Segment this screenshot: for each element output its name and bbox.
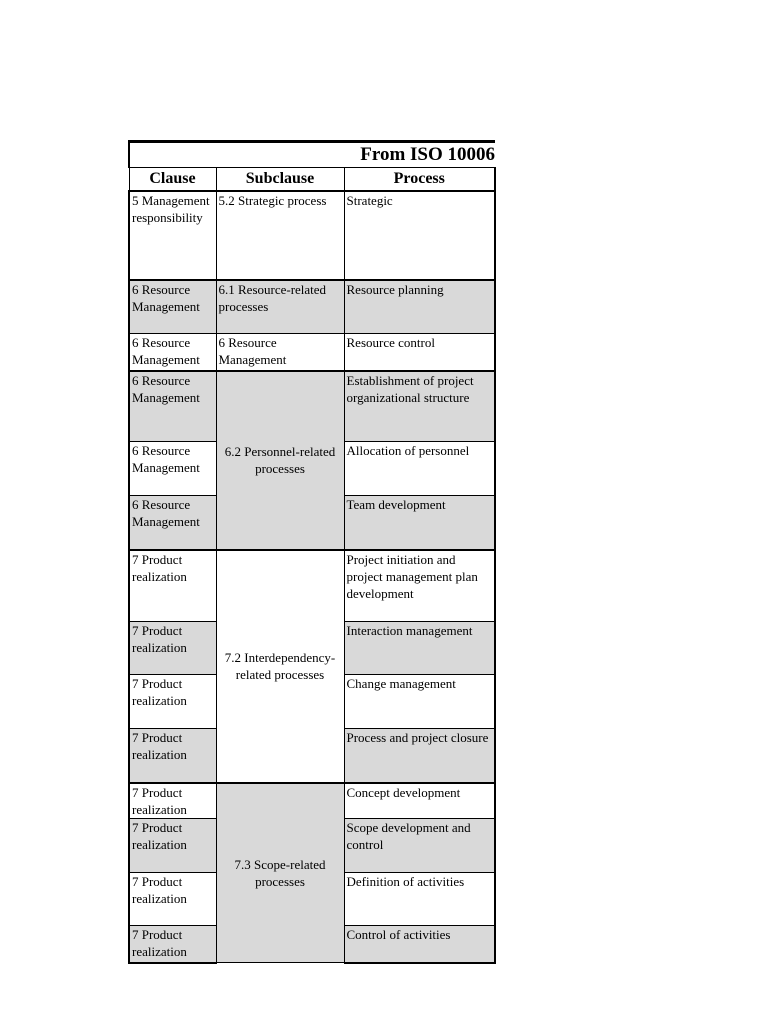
table-row	[129, 280, 495, 334]
table-row	[129, 334, 495, 371]
clause-cell: 7 Product realization	[129, 873, 216, 926]
clause-cell: 7 Product realization	[129, 729, 216, 783]
clause-cell: 7 Product realization	[129, 622, 216, 675]
clause-cell: 7 Product realization	[129, 675, 216, 729]
header-clause: Clause	[129, 168, 216, 191]
process-cell: Scope development and control	[344, 819, 495, 873]
process-cell: Resource control	[344, 334, 495, 371]
process-cell: Concept development	[344, 783, 495, 819]
process-cell: Change management	[344, 675, 495, 729]
clause-cell: 5 Management responsibility	[129, 191, 216, 280]
subclause-cell: 6.1 Resource-related processes	[216, 280, 344, 334]
clause-cell: 6 Resource Management	[129, 371, 216, 442]
process-cell: Interaction management	[344, 622, 495, 675]
clause-cell: 6 Resource Management	[129, 334, 216, 371]
table-row	[129, 550, 495, 622]
process-cell: Control of activities	[344, 926, 495, 963]
clause-cell: 6 Resource Management	[129, 280, 216, 334]
table-title: From ISO 10006	[129, 142, 495, 168]
process-cell: Project initiation and project management plan development	[344, 550, 495, 622]
table-row	[129, 783, 495, 819]
process-cell: Resource planning	[344, 280, 495, 334]
clause-cell: 7 Product realization	[129, 819, 216, 873]
clause-cell: 6 Resource Management	[129, 442, 216, 496]
subclause-cell: 7.3 Scope-related processes	[216, 783, 344, 963]
iso-10006-table	[128, 140, 496, 964]
subclause-cell: 7.2 Interdependency-related processes	[216, 550, 344, 783]
subclause-cell: 6.2 Personnel-related processes	[216, 371, 344, 550]
process-cell: Establishment of project organizational structure	[344, 371, 495, 442]
process-cell: Allocation of personnel	[344, 442, 495, 496]
process-cell: Process and project closure	[344, 729, 495, 783]
clause-cell: 6 Resource Management	[129, 496, 216, 550]
process-cell: Definition of activities	[344, 873, 495, 926]
process-cell: Team development	[344, 496, 495, 550]
clause-cell: 7 Product realization	[129, 926, 216, 963]
process-cell: Strategic	[344, 191, 495, 280]
clause-cell: 7 Product realization	[129, 783, 216, 819]
subclause-cell: 5.2 Strategic process	[216, 191, 344, 280]
table-row	[129, 191, 495, 280]
header-subclause: Subclause	[216, 168, 344, 191]
subclause-cell: 6 Resource Management	[216, 334, 344, 371]
header-process: Process	[344, 168, 495, 191]
clause-cell: 7 Product realization	[129, 550, 216, 622]
table-row	[129, 371, 495, 442]
